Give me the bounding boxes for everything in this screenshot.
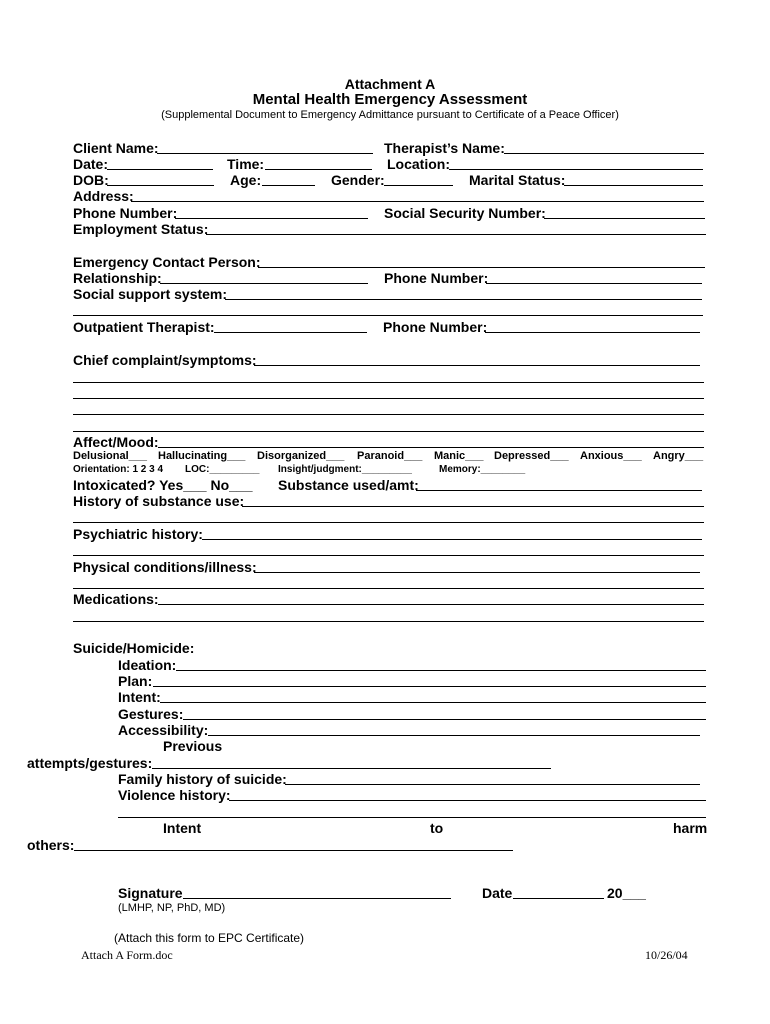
mood-disorganized[interactable]: Disorganized___ <box>257 450 345 462</box>
outpatient-phone-field[interactable] <box>485 332 700 333</box>
date-label: Date: <box>73 156 109 172</box>
signature-label: Signature <box>118 885 183 901</box>
plan-label: Plan: <box>118 673 153 689</box>
chief-complaint-line-3[interactable] <box>73 398 704 399</box>
medications-line-2[interactable] <box>73 621 704 622</box>
marital-status-label: Marital Status: <box>469 172 566 188</box>
affect-mood-field[interactable] <box>158 447 704 448</box>
address-label: Address: <box>73 188 134 204</box>
age-field[interactable] <box>262 185 315 186</box>
psychiatric-history-label: Psychiatric history: <box>73 526 203 542</box>
contact-phone-field[interactable] <box>486 283 702 284</box>
substance-history-line-2[interactable] <box>73 522 704 523</box>
attempts-gestures-field[interactable] <box>152 768 551 769</box>
gender-label: Gender: <box>331 172 385 188</box>
substance-used-field[interactable] <box>416 490 702 491</box>
emergency-contact-field[interactable] <box>258 267 705 268</box>
marital-status-field[interactable] <box>564 185 703 186</box>
family-history-label: Family history of suicide: <box>118 771 287 787</box>
physical-conditions-field[interactable] <box>254 572 700 573</box>
age-label: Age: <box>230 172 262 188</box>
time-label: Time: <box>227 156 265 172</box>
footer-filename: Attach A Form.doc <box>81 948 173 962</box>
attempts-gestures-label: attempts/gestures: <box>27 755 153 771</box>
plan-field[interactable] <box>153 686 706 687</box>
support-system-line-2[interactable] <box>73 315 703 316</box>
gender-field[interactable] <box>384 185 453 186</box>
substance-history-field[interactable] <box>242 506 704 507</box>
ssn-field[interactable] <box>544 218 705 219</box>
suicide-homicide-heading: Suicide/Homicide: <box>73 640 195 656</box>
outpatient-phone-label: Phone Number: <box>383 319 488 335</box>
previous-label: Previous <box>163 738 223 754</box>
mood-manic[interactable]: Manic___ <box>434 450 484 462</box>
to-word: to <box>430 820 444 836</box>
intoxicated-label[interactable]: Intoxicated? Yes___ No___ <box>73 477 253 493</box>
physical-conditions-line-2[interactable] <box>73 588 704 589</box>
chief-complaint-label: Chief complaint/symptoms: <box>73 352 257 368</box>
harm-word: harm <box>673 820 708 836</box>
signature-field[interactable] <box>183 898 451 899</box>
signature-date-label: Date <box>482 885 513 901</box>
intent-word: Intent <box>163 820 202 836</box>
time-field[interactable] <box>265 169 372 170</box>
outpatient-therapist-label: Outpatient Therapist: <box>73 319 215 335</box>
client-name-field[interactable] <box>157 153 373 154</box>
location-field[interactable] <box>449 169 703 170</box>
mood-delusional[interactable]: Delusional___ <box>73 450 147 462</box>
psychiatric-history-line-2[interactable] <box>73 555 704 556</box>
loc-label[interactable]: LOC:_________ <box>185 464 260 475</box>
contact-phone-label: Phone Number: <box>384 270 489 286</box>
relationship-label: Relationship: <box>73 270 162 286</box>
chief-complaint-line-2[interactable] <box>73 382 704 383</box>
insight-judgment-label[interactable]: Insight/judgment:_________ <box>278 464 412 475</box>
violence-history-field[interactable] <box>229 800 706 801</box>
mood-paranoid[interactable]: Paranoid___ <box>357 450 423 462</box>
chief-complaint-field[interactable] <box>254 365 700 366</box>
chief-complaint-line-5[interactable] <box>73 431 704 432</box>
affect-mood-label: Affect/Mood: <box>73 434 159 450</box>
employment-field[interactable] <box>206 234 706 235</box>
mood-anxious[interactable]: Anxious___ <box>580 450 642 462</box>
gestures-field[interactable] <box>183 719 706 720</box>
medications-field[interactable] <box>158 604 704 605</box>
phone-label: Phone Number: <box>73 205 178 221</box>
mood-depressed[interactable]: Depressed___ <box>494 450 569 462</box>
gestures-label: Gestures: <box>118 706 184 722</box>
orientation-label[interactable]: Orientation: 1 2 3 4 <box>73 464 164 475</box>
physical-conditions-label: Physical conditions/illness: <box>73 559 257 575</box>
phone-field[interactable] <box>175 218 368 219</box>
chief-complaint-line-4[interactable] <box>73 414 704 415</box>
ideation-label: Ideation: <box>118 657 177 673</box>
dob-field[interactable] <box>107 185 214 186</box>
medications-label: Medications: <box>73 591 159 607</box>
intent-label: Intent: <box>118 689 161 705</box>
address-field[interactable] <box>131 201 704 202</box>
psychiatric-history-field[interactable] <box>202 539 702 540</box>
substance-used-label: Substance used/amt: <box>278 477 419 493</box>
therapist-name-label: Therapist’s Name: <box>384 140 505 156</box>
intent-field[interactable] <box>160 702 706 703</box>
accessibility-field[interactable] <box>208 735 700 736</box>
violence-history-line-2[interactable] <box>118 817 706 818</box>
mood-hallucinating[interactable]: Hallucinating___ <box>158 450 246 462</box>
footer-date: 10/26/04 <box>645 948 688 962</box>
signature-date-field[interactable] <box>513 898 604 899</box>
family-history-field[interactable] <box>285 784 700 785</box>
substance-history-label: History of substance use: <box>73 493 245 509</box>
relationship-field[interactable] <box>160 283 368 284</box>
credentials-note: (LMHP, NP, PhD, MD) <box>118 902 226 914</box>
attachment-label: Attachment A <box>344 76 436 92</box>
accessibility-label: Accessibility: <box>118 722 209 738</box>
intent-to-harm-field[interactable] <box>74 850 513 851</box>
page-subtitle: (Supplemental Document to Emergency Admittance pursuant to Certificate of a Peace Officer) <box>161 109 619 121</box>
location-label: Location: <box>387 156 450 172</box>
attach-note: (Attach this form to EPC Certificate) <box>114 931 305 945</box>
violence-history-label: Violence history: <box>118 787 231 803</box>
ideation-field[interactable] <box>176 670 706 671</box>
memory-label[interactable]: Memory:________ <box>439 464 526 475</box>
therapist-name-field[interactable] <box>504 153 704 154</box>
support-system-field[interactable] <box>225 299 702 300</box>
support-system-label: Social support system: <box>73 286 228 302</box>
ssn-label: Social Security Number: <box>384 205 546 221</box>
date-field[interactable] <box>107 169 213 170</box>
others-label: others: <box>27 837 75 853</box>
employment-label: Employment Status: <box>73 221 209 237</box>
emergency-contact-label: Emergency Contact Person: <box>73 254 261 270</box>
client-name-label: Client Name: <box>73 140 159 156</box>
signature-year[interactable]: 20___ <box>607 885 646 901</box>
outpatient-therapist-field[interactable] <box>214 332 367 333</box>
mood-angry[interactable]: Angry___ <box>653 450 704 462</box>
page-title: Mental Health Emergency Assessment <box>252 91 528 108</box>
dob-label: DOB: <box>73 172 109 188</box>
